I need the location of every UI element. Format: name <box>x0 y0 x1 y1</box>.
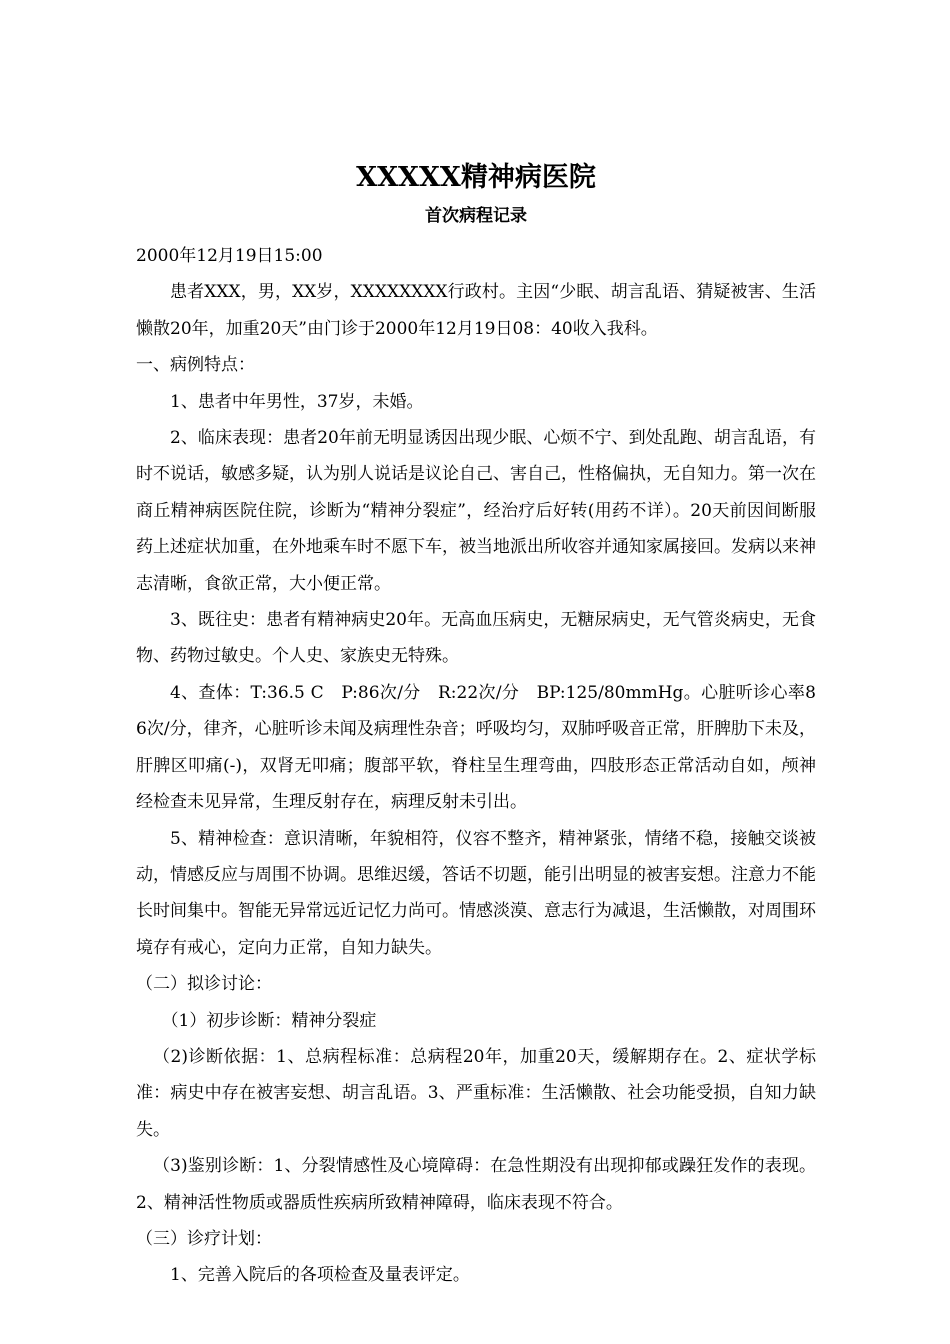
record-datetime: 2000年12月19日15:00 <box>136 246 323 266</box>
section-case-features-heading: 一、病例特点： <box>136 355 255 376</box>
case-item-clinical: 2、临床表现：患者20年前无明显诱因出现少眠、心烦不宁、到处乱跑、胡言乱语，有时不说话，敏感多疑，认为别人说话是议论自己、害自己，性格偏执，无自知力。第一次在商丘精神病医院住院，诊断为“精神分裂症”，经治疗后好转(用药不详）。20天前因间断服药上述症状加重，在外地乘车时不愿下车，被当地派出所收容并通知家属接回。发病以来神志清晰，食欲正常，大小便正常。 <box>136 428 816 594</box>
case-item-basic: 1、患者中年男性，37岁，未婚。 <box>170 391 424 412</box>
patient-intro: 患者XXX，男，XX岁，XXXXXXXX行政村。主因“少眠、胡言乱语、猜疑被害、生活懒散20年，加重20天”由门诊于2000年12月19日08：40收入我科。 <box>136 282 816 339</box>
diagnosis-differential: （3)鉴别诊断：1、分裂情感性及心境障碍：在急性期没有出现抑郁或躁狂发作的表现。2、精神活性物质或器质性疾病所致精神障碍，临床表现不符合。 <box>136 1156 816 1213</box>
section-treatment-plan-heading: （三）诊疗计划： <box>136 1228 272 1249</box>
case-item-history: 3、既往史：患者有精神病史20年。无高血压病史，无糖尿病史，无气管炎病史，无食物、药物过敏史。个人史、家族史无特殊。 <box>136 610 816 667</box>
hospital-title: XXXXX精神病医院 <box>356 162 596 193</box>
plan-item-1: 1、完善入院后的各项检查及量表评定。 <box>170 1265 470 1286</box>
document-page <box>136 158 816 1294</box>
section-diagnosis-discussion-heading: （二）拟诊讨论： <box>136 974 272 995</box>
record-subtitle: 首次病程记录 <box>425 206 527 226</box>
diagnosis-basis: （2)诊断依据：1、总病程标准：总病程20年，加重20天，缓解期存在。2、症状学标准：病史中存在被害妄想、胡言乱语。3、严重标准：生活懒散、社会功能受损，自知力缺失。 <box>136 1046 816 1140</box>
case-item-mental-exam: 5、精神检查：意识清晰，年貌相符，仪容不整齐，精神紧张，情绪不稳，接触交谈被动，情感反应与周围不协调。思维迟缓，答话不切题，能引出明显的被害妄想。注意力不能长时间集中。智能无异常远近记忆力尚可。情感淡漠、意志行为减退，生活懒散，对周围环境存有戒心，定向力正常，自知力缺失。 <box>136 828 816 958</box>
case-item-physical-exam: 4、查体：T:36.5 C P:86次/分 R:22次/分 BP:125/80mmHg。心脏听诊心率86次/分，律齐，心脏听诊未闻及病理性杂音；呼吸均匀，双肺呼吸音正常，肝脾肋下未及，肝脾区叩痛(-)，双肾无叩痛；腹部平软，脊柱呈生理弯曲，四肢形态正常活动自如，颅神经检查未见异常，生理反射存在，病理反射未引出。 <box>136 682 816 813</box>
diagnosis-preliminary: （1）初步诊断：精神分裂症 <box>161 1010 377 1031</box>
